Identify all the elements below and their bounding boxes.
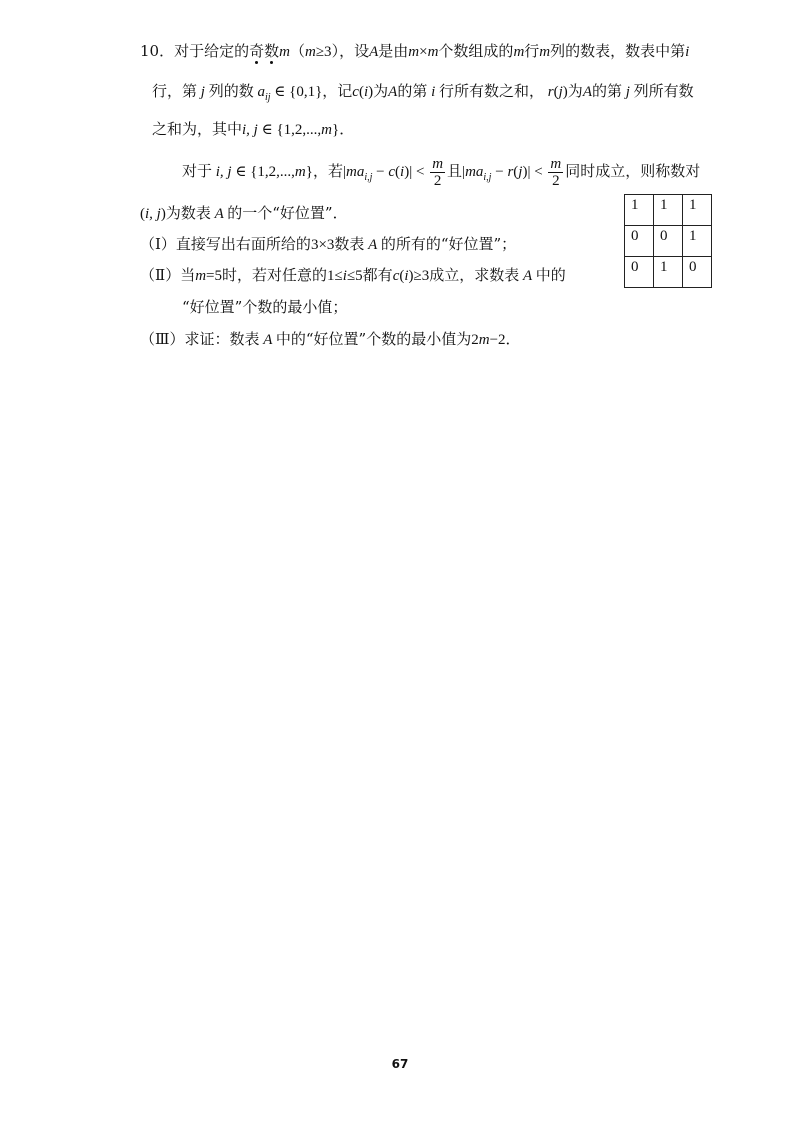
matrix-cell: 1 xyxy=(683,226,712,257)
matrix-cell: 0 xyxy=(654,226,683,257)
matrix-cell: 0 xyxy=(625,226,654,257)
page-number: 67 xyxy=(391,1057,409,1071)
problem-line-2: 行，第 j 列的数 $a_{ij}$ ∈ {0,1}，记c(i)为A的第 i 行所有数之和， r(j)为A的第 j 列所有数 xyxy=(152,82,694,103)
part-2b: “好位置”个数的最小值； xyxy=(182,298,348,316)
part-1: （Ⅰ）直接写出右面所给的3×3数表 A 的所有的“好位置”； xyxy=(140,235,517,253)
matrix-cell: 1 xyxy=(654,257,683,288)
part-2a: （Ⅱ）当m=5时，若对任意的1≤i≤5都有c(i)≥3成立，求数表 A 中的 xyxy=(140,266,566,284)
problem-line-1: 10．对于给定的奇数m（m≥3），设A是由m×m个数组成的m行m列的数表，数表中第i xyxy=(140,42,690,60)
matrix-row xyxy=(625,257,712,288)
matrix-cell: 0 xyxy=(683,257,712,288)
problem-line-3: 之和为，其中i, j ∈ {1,2,...,m}． xyxy=(152,120,355,138)
matrix-row xyxy=(625,226,712,257)
part-3: （Ⅲ）求证：数表 A 中的“好位置”个数的最小值为2m−2． xyxy=(140,330,521,348)
matrix-cell: 1 xyxy=(654,195,683,226)
problem-line-5: (i, j)为数表 A 的一个“好位置”． xyxy=(140,204,348,222)
problem-line-4: 对于 i, j ∈ {1,2,...,m}，若$|ma_{i,j} - c(i)|$ < $\frac{m}{2}$ 且$|ma_{i,j} - r(j)|$ < $\frac{m}{2}$ 同时成立，则称数对 xyxy=(182,155,701,189)
matrix-cell: 0 xyxy=(625,257,654,288)
matrix-row xyxy=(625,195,712,226)
matrix-cell: 1 xyxy=(683,195,712,226)
matrix-table xyxy=(624,194,712,288)
matrix-cell: 1 xyxy=(625,195,654,226)
